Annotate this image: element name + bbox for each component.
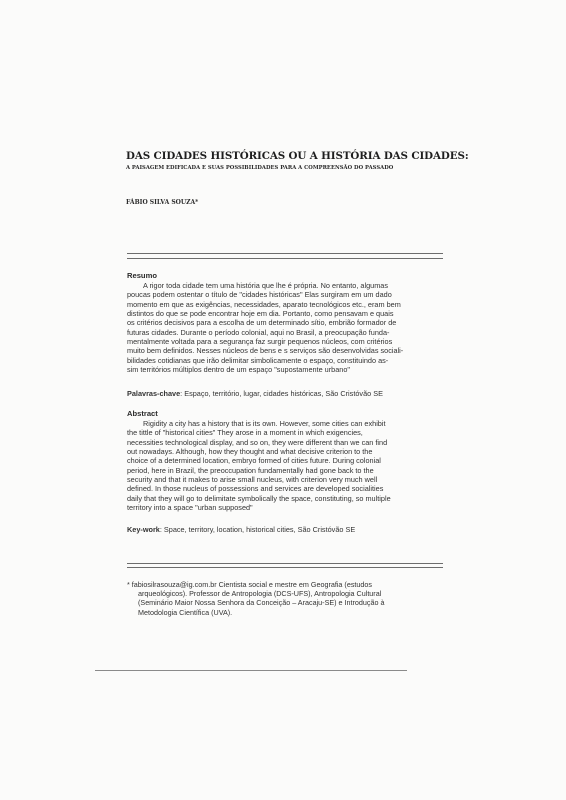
abstract-line: period, here in Brazil, the preoccupation fundamentally had gone back to the (127, 465, 374, 475)
footnote (127, 580, 457, 617)
abstract-line: Rigidity a city has a history that is its own. However, some cities can exhibit (143, 419, 386, 428)
resumo-line: muito bem definidos. Nesses núcleos de bens e s serviços são desenvolvidas sociali- (127, 346, 404, 356)
divider-top-2 (127, 258, 443, 259)
resumo-keywords (127, 389, 449, 398)
article-subtitle: A PAISAGEM EDIFICADA E SUAS POSSIBILIDADES PARA A COMPREENSÃO DO PASSADO (126, 165, 394, 171)
resumo-heading: Resumo (127, 271, 157, 280)
abstract-line: security and that it makes to arise small nucleus, with criterion very much well (127, 475, 378, 485)
resumo-line: A rigor toda cidade tem uma história que lhe é própria. No entanto, algumas (143, 281, 388, 290)
resumo-line: sim territórios múltiplos dentro de um espaço "supostamente urbano" (127, 365, 350, 375)
divider-bottom-2 (127, 567, 443, 568)
footnote-line: * fabiosilrasouza@ig.com.br Cientista social e mestre em Geografia (estudos (127, 580, 372, 589)
abstract-line: out nowadays. Although, how they thought and what decisive criterion to the (127, 447, 373, 457)
abstract-keywords (127, 525, 449, 534)
resumo-line: momento em que as exigências, necessidades, aparato tecnológicos etc., eram bem (127, 299, 401, 309)
abstract-paragraph (127, 419, 449, 512)
author-name: FÁBIO SILVA SOUZA* (126, 199, 199, 206)
divider-top-1 (127, 253, 443, 254)
resumo-line: mentalmente voltada para a segurança faz surgir pequenos núcleos, com critérios (127, 337, 393, 347)
abstract-line: defined. In those nucleus of possessions and services are developed socialities (127, 484, 384, 494)
resumo-line: futuras cidades. Durante o período colonial, aqui no Brasil, a preocupação funda- (127, 327, 390, 337)
abstract-line: the tittle of "historical cities" They arose in a moment in which exigencies, (127, 428, 363, 438)
abstract-line: necessities technological display, and so on, they were different than we can find (127, 437, 388, 447)
resumo-line: os critérios decisivos para a escolha de um determinado sítio, embrião formador de (127, 318, 397, 328)
abstract-heading: Abstract (127, 409, 158, 418)
resumo-paragraph (127, 281, 449, 374)
footnote-line: arqueológicos). Professor de Antropologia (DCS-UFS), Antropologia Cultural (138, 589, 382, 599)
resumo-keywords-label: Palavras-chave (127, 389, 181, 398)
abstract-line: territory into a space "urban supposed" (127, 503, 253, 513)
resumo-keywords-text: : Espaço, território, lugar, cidades históricas, São Cristóvão SE (180, 389, 383, 398)
page-bottom-rule (95, 670, 407, 671)
resumo-line: poucas podem ostentar o título de "cidades históricas" Elas surgiram em um dado (127, 290, 392, 300)
abstract-keywords-text: : Space, territory, location, historical cities, São Cristóvão SE (159, 525, 356, 534)
abstract-line: daily that they will go to delimitate symbolically the space, constituting, so multiple (127, 493, 391, 503)
resumo-line: distintos do que se pode encontrar hoje em dia. Portanto, como pensavam e quais (127, 309, 394, 319)
footnote-line: Metodologia Científica (UVA). (138, 607, 233, 617)
divider-bottom-1 (127, 563, 443, 564)
abstract-line: choice of a determined location, embryo formed of cities future. During colonial (127, 456, 381, 466)
resumo-line: bilidades cotidianas que irão delimitar simbolicamente o espaço, constituindo as- (127, 355, 389, 365)
article-title: DAS CIDADES HISTÓRICAS OU A HISTÓRIA DAS CIDADES: (126, 150, 469, 162)
footnote-line: (Seminário Maior Nossa Senhora da Conceição – Aracaju-SE) e Introdução à (138, 598, 385, 608)
abstract-keywords-label: Key-work (127, 525, 160, 534)
